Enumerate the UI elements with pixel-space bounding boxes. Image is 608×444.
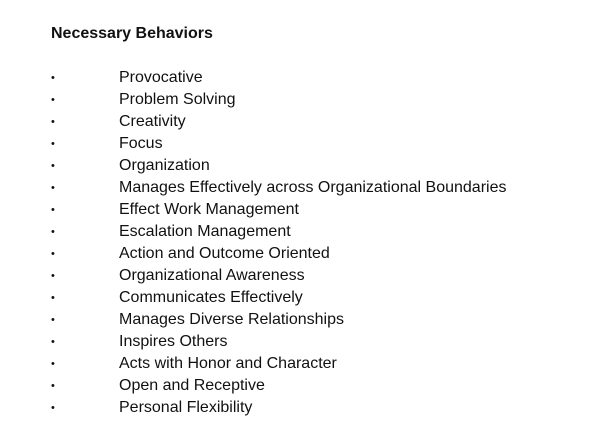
bullet-icon: •	[51, 94, 55, 106]
list-item-label: Creativity	[119, 113, 186, 130]
list-item-label: Provocative	[119, 69, 203, 86]
bullet-icon: •	[51, 380, 55, 392]
list-item-label: Effect Work Management	[119, 201, 299, 218]
bullet-icon: •	[51, 314, 55, 326]
list-item-label: Manages Effectively across Organizational Boundaries	[119, 179, 507, 196]
bullet-icon: •	[51, 336, 55, 348]
list-item-label: Focus	[119, 135, 163, 152]
list-item-label: Personal Flexibility	[119, 399, 253, 416]
section-heading: Necessary Behaviors	[51, 25, 213, 42]
bullet-icon: •	[51, 402, 55, 414]
bullet-icon: •	[51, 160, 55, 172]
bullet-icon: •	[51, 270, 55, 282]
bullet-icon: •	[51, 72, 55, 84]
bullet-icon: •	[51, 248, 55, 260]
list-item-label: Inspires Others	[119, 333, 228, 350]
bullet-icon: •	[51, 182, 55, 194]
bullet-icon: •	[51, 292, 55, 304]
bullet-icon: •	[51, 358, 55, 370]
list-item-label: Escalation Management	[119, 223, 291, 240]
list-item-label: Organization	[119, 157, 210, 174]
list-item-label: Open and Receptive	[119, 377, 265, 394]
list-item-label: Action and Outcome Oriented	[119, 245, 330, 262]
list-item-label: Communicates Effectively	[119, 289, 303, 306]
list-item-label: Manages Diverse Relationships	[119, 311, 344, 328]
list-item-label: Organizational Awareness	[119, 267, 305, 284]
list-item-label: Problem Solving	[119, 91, 236, 108]
list-item-label: Acts with Honor and Character	[119, 355, 337, 372]
bullet-icon: •	[51, 204, 55, 216]
bullet-icon: •	[51, 116, 55, 128]
bullet-icon: •	[51, 138, 55, 150]
bullet-icon: •	[51, 226, 55, 238]
